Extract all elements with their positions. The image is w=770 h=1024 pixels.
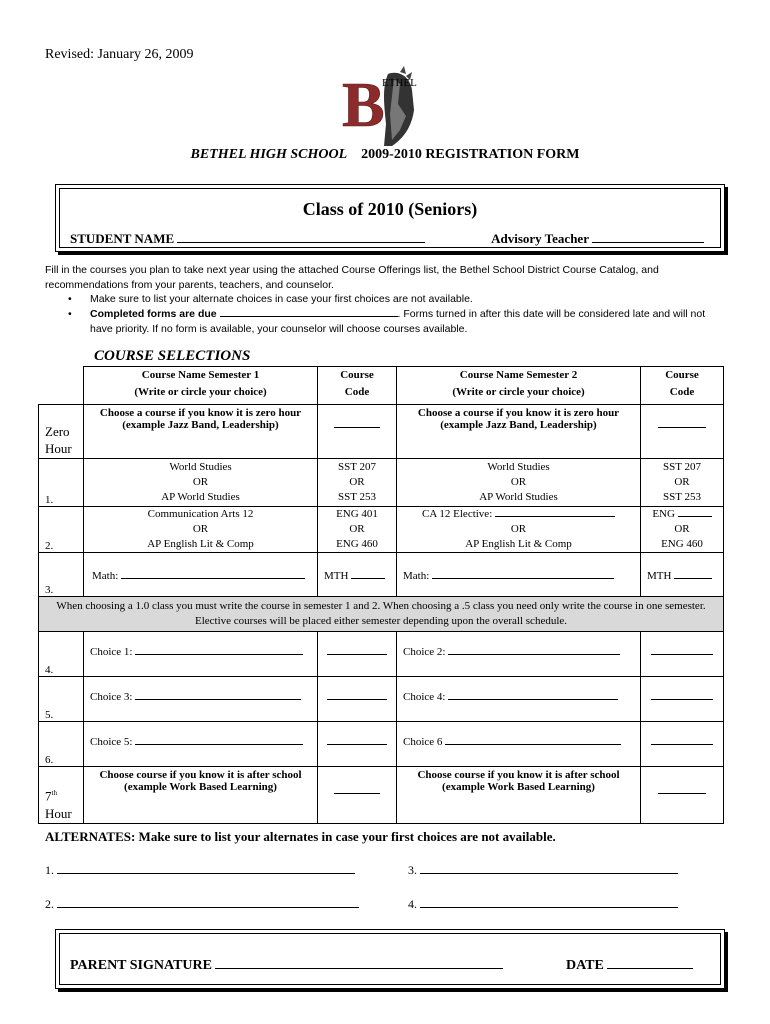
- logo-word: ETHEL: [382, 77, 417, 89]
- course-selection-table: [38, 366, 724, 824]
- class-title: Class of 2010 (Seniors): [302, 199, 478, 219]
- row1-sem2-options[interactable]: World Studies OR AP World Studies: [397, 459, 641, 507]
- row-label-zero-hour: Zero Hour: [39, 405, 84, 459]
- choice4-code-field[interactable]: [641, 677, 724, 722]
- row1-sem1-options[interactable]: World Studies OR AP World Studies: [84, 459, 318, 507]
- table-row-5: [39, 677, 724, 722]
- choice1-field[interactable]: Choice 1:: [84, 632, 318, 677]
- choice3-field[interactable]: Choice 3:: [84, 677, 318, 722]
- alternate-4[interactable]: 4.: [408, 897, 678, 912]
- row-number-3: 3.: [39, 553, 84, 597]
- row3-math-sem1[interactable]: Math:: [84, 553, 318, 597]
- header-semester1: Course Name Semester 1 (Write or circle your choice): [84, 367, 318, 405]
- row2-sem2-options[interactable]: CA 12 Elective: OR AP English Lit & Comp: [397, 507, 641, 553]
- zero-hour-code1-field[interactable]: [318, 405, 397, 459]
- after-school-sem2-field[interactable]: Choose course if you know it is after school (example Work Based Learning): [397, 767, 641, 824]
- choice2-field[interactable]: Choice 2:: [397, 632, 641, 677]
- bullet-alternates: • Make sure to list your alternate choices in case your first choices are not available.: [68, 293, 473, 305]
- school-name: BETHEL HIGH SCHOOL: [190, 147, 348, 162]
- form-name: 2009-2010 REGISTRATION FORM: [361, 147, 580, 162]
- table-row-3: [39, 553, 724, 597]
- instructions: Fill in the courses you plan to take next year using the attached Course Offerings list, the Bethel School District Course Catalog, and recommendations from your parents, teachers, and counselor.: [45, 264, 659, 291]
- row-number-2: 2.: [39, 507, 84, 553]
- credit-note: When choosing a 1.0 class you must write the course in semester 1 and 2. When choosing a .5 class you need only write the course in one semester. Elective courses will be placed either semester depending upon the overall schedule.: [39, 597, 724, 632]
- choice4-field[interactable]: Choice 4:: [397, 677, 641, 722]
- student-name-field[interactable]: [70, 231, 425, 247]
- table-row-6: [39, 722, 724, 767]
- choice6-code-field[interactable]: [641, 722, 724, 767]
- row3-mth-code1[interactable]: MTH: [318, 553, 397, 597]
- row-number-1: 1.: [39, 459, 84, 507]
- row2-code1[interactable]: ENG 401 OR ENG 460: [318, 507, 397, 553]
- table-row-2: [39, 507, 724, 553]
- alternate-2[interactable]: 2.: [45, 897, 359, 912]
- parent-signature-field[interactable]: [70, 958, 503, 974]
- row1-code2[interactable]: SST 207 OR SST 253: [641, 459, 724, 507]
- choice5-code-field[interactable]: [318, 722, 397, 767]
- bethel-logo: [340, 64, 420, 148]
- row-number-5: 5.: [39, 677, 84, 722]
- revised-date: Revised: January 26, 2009: [45, 47, 194, 62]
- table-row-7th-hour: [39, 767, 724, 824]
- date-label: DATE: [566, 958, 604, 973]
- form-header: [0, 147, 770, 163]
- header-code2: Course Code: [641, 367, 724, 405]
- table-row-1: [39, 459, 724, 507]
- alternate-1[interactable]: 1.: [45, 863, 355, 878]
- choice2-code-field[interactable]: [641, 632, 724, 677]
- header-code1: Course Code: [318, 367, 397, 405]
- date-field[interactable]: [566, 958, 693, 974]
- zero-hour-sem2-field[interactable]: Choose a course if you know it is zero hour (example Jazz Band, Leadership): [397, 405, 641, 459]
- row2-code2[interactable]: ENG OR ENG 460: [641, 507, 724, 553]
- course-selections-title: COURSE SELECTIONS: [94, 348, 251, 364]
- student-name-label: STUDENT NAME: [70, 231, 175, 246]
- choice1-code-field[interactable]: [318, 632, 397, 677]
- zero-hour-code2-field[interactable]: [641, 405, 724, 459]
- row-number-6: 6.: [39, 722, 84, 767]
- table-row-4: [39, 632, 724, 677]
- after-school-code2-field[interactable]: [641, 767, 724, 824]
- choice6-field[interactable]: Choice 6: [397, 722, 641, 767]
- row3-math-sem2[interactable]: Math:: [397, 553, 641, 597]
- row-number-4: 4.: [39, 632, 84, 677]
- choice5-field[interactable]: Choice 5:: [84, 722, 318, 767]
- after-school-code1-field[interactable]: [318, 767, 397, 824]
- header-semester2: Course Name Semester 2 (Write or circle your choice): [397, 367, 641, 405]
- class-box: [55, 184, 725, 252]
- advisory-teacher-label: Advisory Teacher: [491, 231, 589, 246]
- zero-hour-sem1-field[interactable]: Choose a course if you know it is zero hour (example Jazz Band, Leadership): [84, 405, 318, 459]
- table-row-zero-hour: [39, 405, 724, 459]
- after-school-sem1-field[interactable]: Choose course if you know it is after school (example Work Based Learning): [84, 767, 318, 824]
- row3-mth-code2[interactable]: MTH: [641, 553, 724, 597]
- choice3-code-field[interactable]: [318, 677, 397, 722]
- alternate-3[interactable]: 3.: [408, 863, 678, 878]
- parent-signature-label: PARENT SIGNATURE: [70, 958, 212, 973]
- logo-letter: B: [342, 69, 385, 140]
- row-label-7th-hour: 7th Hour: [39, 767, 84, 824]
- due-date-field[interactable]: [220, 307, 398, 317]
- alternates-title: ALTERNATES: Make sure to list your alternates in case your first choices are not available.: [45, 829, 556, 844]
- row2-sem1-options[interactable]: Communication Arts 12 OR AP English Lit & Comp: [84, 507, 318, 553]
- bullet-due-date: • Completed forms are due . Forms turned in after this date will be considered late and will not have priority. If no form is available, your counselor will choose courses available.: [68, 308, 706, 335]
- signature-box: [55, 929, 725, 989]
- row1-code1[interactable]: SST 207 OR SST 253: [318, 459, 397, 507]
- advisory-teacher-field[interactable]: [491, 231, 704, 247]
